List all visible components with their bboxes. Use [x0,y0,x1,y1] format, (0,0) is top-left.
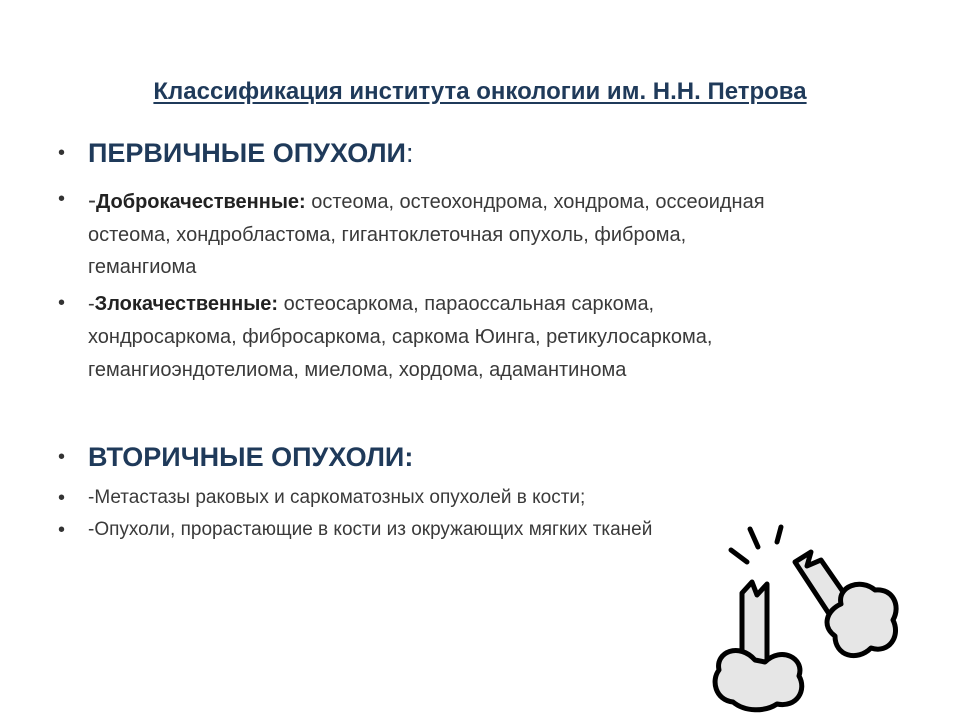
benign-text [88,184,918,282]
secondary-item-text: -Опухоли, прорастающие в кости из окружающих мягких тканей [88,519,653,540]
bullet: • [58,446,66,468]
benign-line2: остеома, хондробластома, гигантоклеточная опухоль, фиброма, [88,224,687,246]
left-bone-end [715,651,802,710]
secondary-heading [88,442,918,473]
slide-title: Классификация института онкологии им. Н.Н. Петрова [153,78,807,105]
primary-heading-colon: : [405,138,414,168]
malignant-dash: - [88,293,95,315]
malignant-line3: гемангиоэндотелиома, миелома, хордома, адамантинома [88,359,627,381]
bullet: • [58,487,66,509]
malignant-line2: хондросаркома, фибросаркома, саркома Юинга, ретикулосаркома, [88,326,713,348]
break-mark-icon [777,527,781,542]
benign-line1: остеома, остеохондрома, хондрома, оссеоидная [305,191,765,213]
benign-label: Доброкачественные: [96,191,306,213]
malignant-label: Злокачественные: [94,293,279,315]
secondary-item-text: -Метастазы раковых и саркоматозных опухолей в кости; [88,487,586,508]
bullet: • [58,519,66,541]
break-mark-icon [731,550,747,562]
primary-heading-text: ПЕРВИЧНЫЕ ОПУХОЛИ [88,138,406,168]
broken-bone-icon [705,520,905,715]
secondary-heading-text: ВТОРИЧНЫЕ ОПУХОЛИ: [88,442,414,472]
bullet: • [58,142,66,164]
bullet: • [58,292,66,314]
benign-dash: - [88,187,96,214]
benign-line3: гемангиома [88,256,197,278]
primary-heading [88,138,918,169]
break-mark-icon [750,529,758,547]
malignant-text [88,288,918,387]
bullet: • [58,188,66,210]
malignant-line1: остеосаркома, параоссальная саркома, [278,293,655,315]
